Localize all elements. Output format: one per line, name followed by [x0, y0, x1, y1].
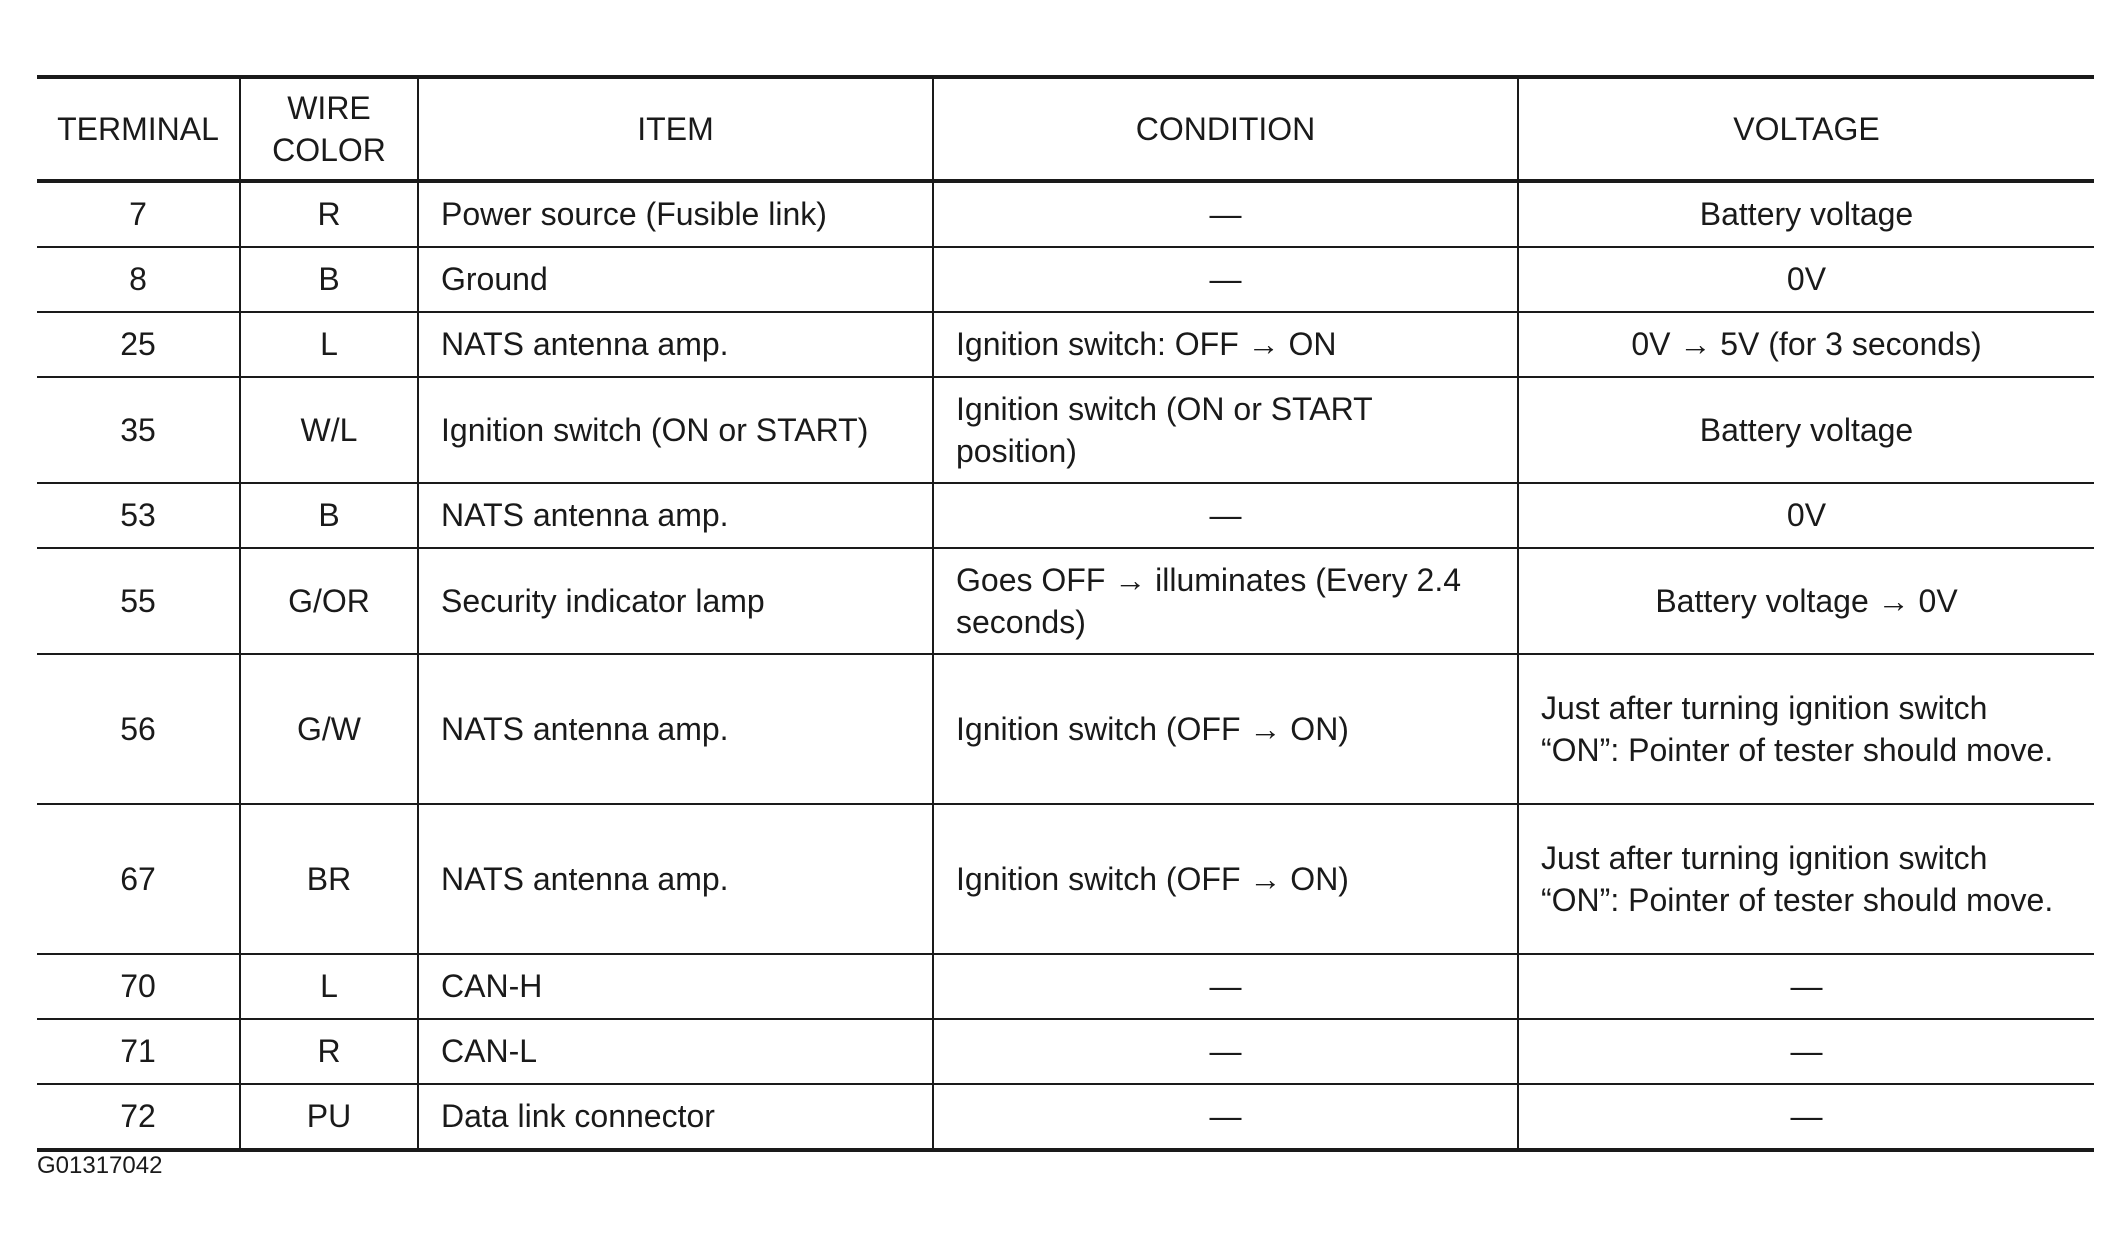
item-cell: Ground — [418, 247, 933, 312]
item-cell: NATS antenna amp. — [418, 654, 933, 804]
wire-color-cell: R — [240, 1019, 418, 1084]
table-row — [37, 247, 2094, 312]
condition-cell: Goes OFF → illuminates (Every 2.4 seconds) — [933, 548, 1518, 654]
wire-color-cell: BR — [240, 804, 418, 954]
condition-cell: — — [933, 1084, 1518, 1150]
header-condition: CONDITION — [933, 77, 1518, 181]
wire-color-cell: L — [240, 954, 418, 1019]
header-wire-color-line2: COLOR — [272, 132, 386, 168]
voltage-cell: Battery voltage — [1518, 377, 2094, 483]
table-row — [37, 483, 2094, 548]
condition-cell: Ignition switch (ON or START position) — [933, 377, 1518, 483]
table-row — [37, 954, 2094, 1019]
item-cell: CAN-H — [418, 954, 933, 1019]
wire-color-cell: G/OR — [240, 548, 418, 654]
voltage-cell: 0V → 5V (for 3 seconds) — [1518, 312, 2094, 377]
condition-cell: — — [933, 1019, 1518, 1084]
table-row — [37, 1019, 2094, 1084]
header-row — [37, 77, 2094, 181]
voltage-cell: — — [1518, 954, 2094, 1019]
table-header — [37, 77, 2094, 181]
item-cell: CAN-L — [418, 1019, 933, 1084]
table-row — [37, 377, 2094, 483]
wire-color-cell: L — [240, 312, 418, 377]
table-row — [37, 1084, 2094, 1150]
voltage-cell: 0V — [1518, 483, 2094, 548]
table-row — [37, 654, 2094, 804]
terminal-cell: 7 — [37, 181, 240, 247]
table-body — [37, 181, 2094, 1150]
header-voltage: VOLTAGE — [1518, 77, 2094, 181]
item-cell: Security indicator lamp — [418, 548, 933, 654]
item-cell: NATS antenna amp. — [418, 804, 933, 954]
voltage-cell: Just after turning ignition switch “ON”: Pointer of tester should move. — [1518, 654, 2094, 804]
condition-cell: — — [933, 483, 1518, 548]
terminal-cell: 56 — [37, 654, 240, 804]
terminal-cell: 25 — [37, 312, 240, 377]
terminal-spec-sheet — [37, 75, 2094, 1152]
condition-cell: Ignition switch (OFF → ON) — [933, 654, 1518, 804]
item-cell: NATS antenna amp. — [418, 312, 933, 377]
header-wire-color — [240, 77, 418, 181]
item-cell: Ignition switch (ON or START) — [418, 377, 933, 483]
voltage-cell: Just after turning ignition switch “ON”: Pointer of tester should move. — [1518, 804, 2094, 954]
wire-color-cell: B — [240, 483, 418, 548]
condition-cell: Ignition switch: OFF → ON — [933, 312, 1518, 377]
voltage-cell: 0V — [1518, 247, 2094, 312]
wire-color-cell: B — [240, 247, 418, 312]
terminal-cell: 53 — [37, 483, 240, 548]
voltage-cell: — — [1518, 1084, 2094, 1150]
header-wire-color-line1: WIRE — [287, 89, 371, 126]
terminal-cell: 55 — [37, 548, 240, 654]
table-row — [37, 181, 2094, 247]
table-row — [37, 804, 2094, 954]
table-row — [37, 548, 2094, 654]
figure-code: G01317042 — [37, 1152, 163, 1179]
terminal-cell: 72 — [37, 1084, 240, 1150]
item-cell: Power source (Fusible link) — [418, 181, 933, 247]
condition-cell: — — [933, 247, 1518, 312]
voltage-cell: — — [1518, 1019, 2094, 1084]
terminal-cell: 35 — [37, 377, 240, 483]
condition-cell: Ignition switch (OFF → ON) — [933, 804, 1518, 954]
wire-color-cell: G/W — [240, 654, 418, 804]
table-row — [37, 312, 2094, 377]
item-cell: NATS antenna amp. — [418, 483, 933, 548]
header-item: ITEM — [418, 77, 933, 181]
wire-color-cell: PU — [240, 1084, 418, 1150]
header-terminal: TERMINAL — [37, 77, 240, 181]
condition-cell: — — [933, 954, 1518, 1019]
terminal-cell: 8 — [37, 247, 240, 312]
terminal-cell: 67 — [37, 804, 240, 954]
wire-color-cell: W/L — [240, 377, 418, 483]
item-cell: Data link connector — [418, 1084, 933, 1150]
terminal-cell: 70 — [37, 954, 240, 1019]
terminal-cell: 71 — [37, 1019, 240, 1084]
voltage-cell: Battery voltage → 0V — [1518, 548, 2094, 654]
wire-color-cell: R — [240, 181, 418, 247]
voltage-cell: Battery voltage — [1518, 181, 2094, 247]
terminal-table — [37, 75, 2094, 1152]
condition-cell: — — [933, 181, 1518, 247]
